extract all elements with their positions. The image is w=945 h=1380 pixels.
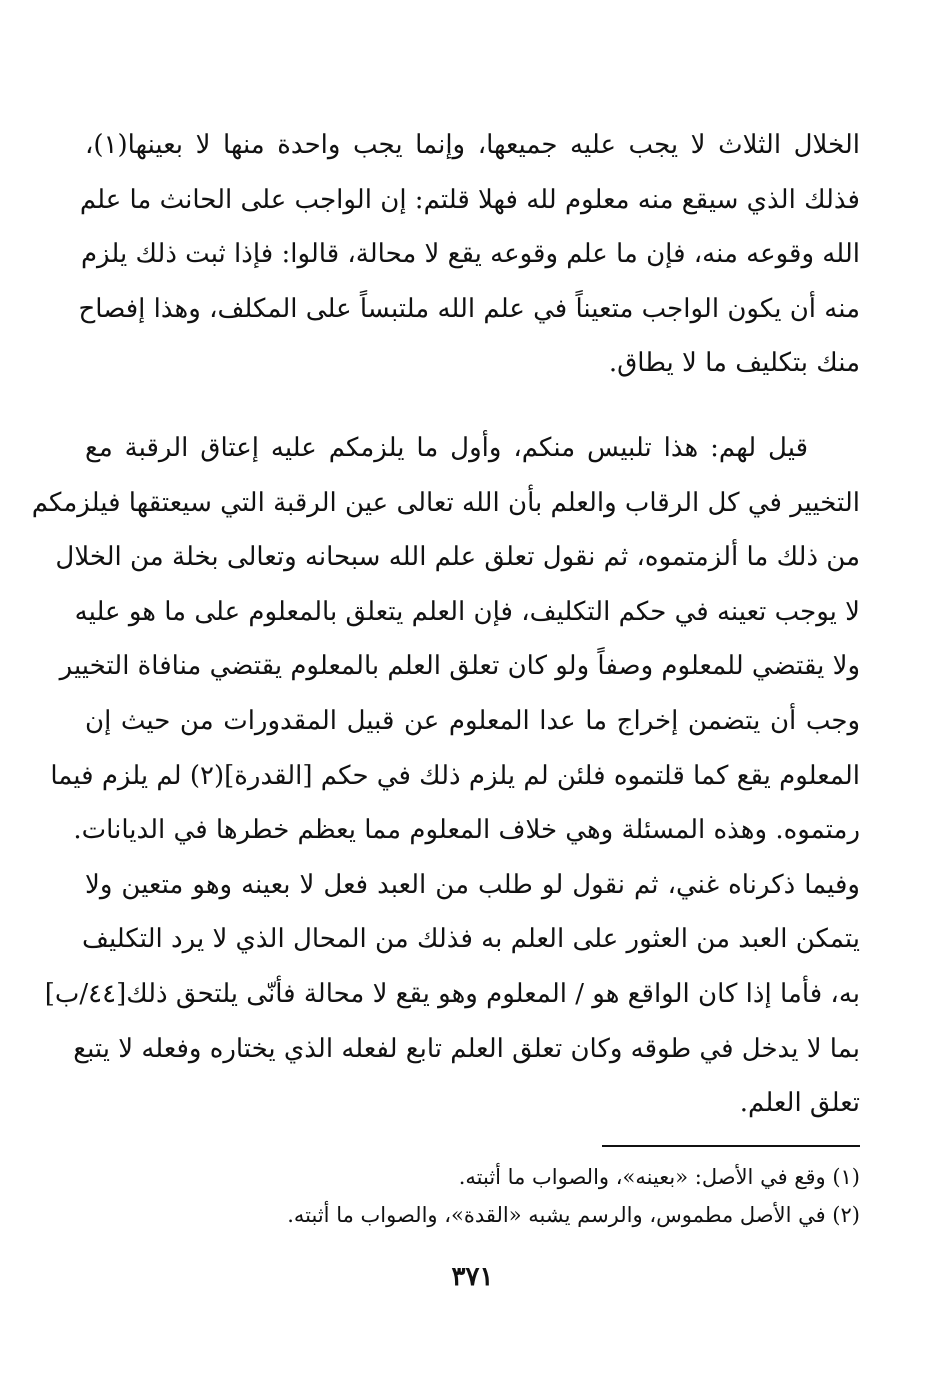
text-line: من ذلك ما ألزمتموه، ثم نقول تعلق علم الله سبحانه وتعالى بخلة من الخلال bbox=[55, 542, 860, 573]
text-line: تعلق العلم. bbox=[739, 1088, 860, 1119]
text-line: منك بتكليف ما لا يطاق. bbox=[608, 348, 860, 379]
text-line: رمتموه. وهذه المسئلة وهي خلاف المعلوم مما يعظم خطرها في الديانات. bbox=[73, 815, 860, 846]
text-line: منه أن يكون الواجب متعيناً في علم الله ملتبساً على المكلف، وهذا إفصاح bbox=[78, 293, 860, 324]
footnotes bbox=[85, 1158, 860, 1234]
text-line: المعلوم يقع كما قلتموه فلئن لم يلزم ذلك في حكم [القدرة](٢) لم يلزم فيما bbox=[50, 760, 860, 791]
text-line: الله وقوعه منه، فإن ما علم وقوعه يقع لا محالة، قالوا: فإذا ثبت ذلك يلزم bbox=[80, 239, 860, 270]
text-line: بما لا يدخل في طوقه وكان تعلق العلم تابع لفعله الذي يختاره وفعله لا يتبع bbox=[73, 1033, 860, 1064]
footnote-separator bbox=[602, 1145, 860, 1147]
footnote: (٢) في الأصل مطموس، والرسم يشبه «القدة»، والصواب ما أثبته. bbox=[287, 1203, 860, 1227]
footnote: (١) وقع في الأصل: «بعينه»، والصواب ما أثبته. bbox=[458, 1165, 860, 1189]
text-line: التخيير في كل الرقاب والعلم بأن الله تعالى عين الرقبة التي سيعتقها فيلزمكم bbox=[31, 487, 860, 518]
text-line: يتمكن العبد من العثور على العلم به فذلك من المحال الذي لا يرد التكليف bbox=[82, 924, 860, 955]
text-line: فذلك الذي سيقع منه معلوم لله فهلا قلتم: إن الواجب على الحانث ما علم bbox=[79, 184, 860, 215]
text-line: وجب أن يتضمن إخراج ما عدا المعلوم عن قبيل المقدورات من حيث إن bbox=[85, 705, 860, 736]
text-line: الخلال الثلاث لا يجب عليه جميعها، وإنما يجب واحدة منها لا بعينها(١)، bbox=[85, 130, 860, 160]
paragraph-gap bbox=[85, 391, 860, 421]
text-line: ولا يقتضي للمعلوم وصفاً ولو كان تعلق العلم بالمعلوم يقتضي منافاة التخيير bbox=[59, 651, 860, 682]
text-line: قيل لهم: هذا تلبيس منكم، وأول ما يلزمكم عليه إعتاق الرقبة مع bbox=[85, 432, 808, 463]
page-number: ٣٧١ bbox=[451, 1262, 494, 1292]
text-line: وفيما ذكرناه غني، ثم نقول لو طلب من العبد فعل لا بعينه وهو متعين ولا bbox=[85, 869, 860, 900]
text-line: لا يوجب تعينه في حكم التكليف، فإن العلم يتعلق بالمعلوم على ما هو عليه bbox=[74, 596, 860, 627]
text-line: به، فأما إذا كان الواقع هو / المعلوم وهو يقع لا محالة فأنّى يلتحق ذلك[٤٤/ب] bbox=[44, 978, 860, 1009]
main-text bbox=[31, 118, 860, 1131]
